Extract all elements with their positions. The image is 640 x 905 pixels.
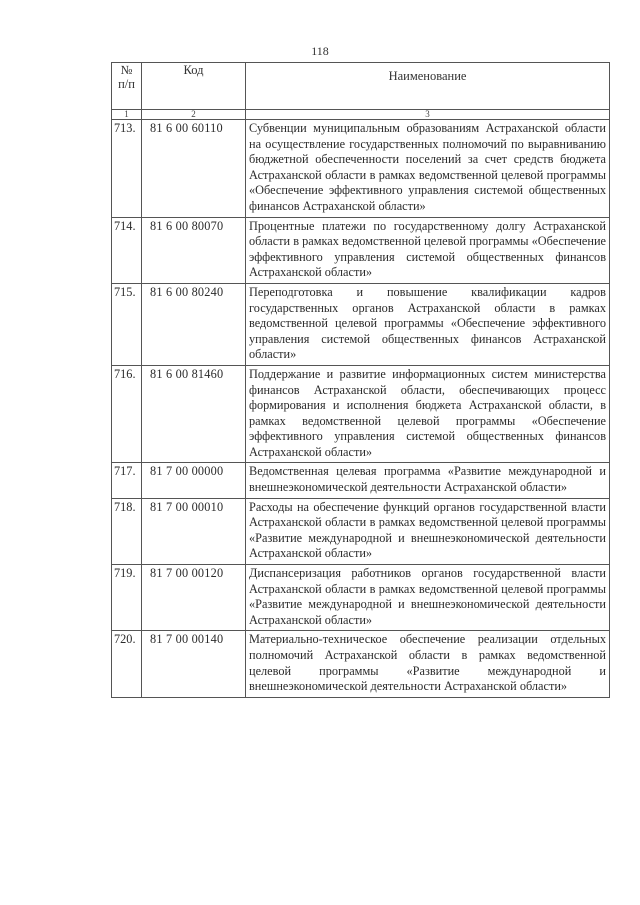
row-number: 715. xyxy=(112,283,142,365)
page-number: 118 xyxy=(311,44,329,58)
table-row xyxy=(112,463,610,498)
document-sheet xyxy=(111,62,609,698)
row-name: Материально-техническое обеспечение реализации отдельных полномочий Астраханской области в рамках ведомственной целевой программы «Развитие международной и внешнеэкономической деятельности Астраханской области» xyxy=(246,631,610,697)
header-code-label: Код xyxy=(183,63,204,77)
table-row xyxy=(112,498,610,564)
header-name xyxy=(246,63,610,110)
table-row xyxy=(112,365,610,463)
row-name: Ведомственная целевая программа «Развитие международной и внешнеэкономической деятельности Астраханской области» xyxy=(246,463,610,498)
row-name: Субвенции муниципальным образованиям Астраханской области на осуществление государственных полномочий по выравниванию бюджетной обеспеченности поселений за счет средств бюджета Астраханской области в рамках ведомственной целевой программы «Обеспечение эффективного управления системой общественных финансов Астраханской области» xyxy=(246,120,610,218)
row-number: 714. xyxy=(112,217,142,283)
row-name: Расходы на обеспечение функций органов государственной власти Астраханской области в рамках ведомственной целевой программы «Развитие международной и внешнеэкономической деятельности Астраханской области» xyxy=(246,498,610,564)
table-row xyxy=(112,565,610,631)
row-number: 716. xyxy=(112,365,142,463)
column-index: 2 xyxy=(142,110,246,120)
row-name: Процентные платежи по государственному долгу Астраханской области в рамках ведомственной целевой программы «Обеспечение эффективного управления системой общественных финансов Астраханской области» xyxy=(246,217,610,283)
row-number: 720. xyxy=(112,631,142,697)
column-index: 3 xyxy=(246,110,610,120)
budget-codes-table xyxy=(111,62,610,698)
column-index: 1 xyxy=(112,110,142,120)
row-number: 713. xyxy=(112,120,142,218)
header-number xyxy=(112,63,142,110)
row-number: 717. xyxy=(112,463,142,498)
row-number: 718. xyxy=(112,498,142,564)
row-code: 81 7 00 00000 xyxy=(142,463,246,498)
row-code: 81 7 00 00140 xyxy=(142,631,246,697)
row-number: 719. xyxy=(112,565,142,631)
table-row xyxy=(112,120,610,218)
table-header-row xyxy=(112,63,610,110)
row-name: Диспансеризация работников органов государственной власти Астраханской области в рамках ведомственной целевой программы «Развитие международной и внешнеэкономической деятельности Астраханской области» xyxy=(246,565,610,631)
table-row xyxy=(112,217,610,283)
header-code xyxy=(142,63,246,110)
row-code: 81 6 00 80240 xyxy=(142,283,246,365)
table-row xyxy=(112,631,610,697)
column-index-row xyxy=(112,110,610,120)
row-name: Переподготовка и повышение квалификации кадров государственных органов Астраханской области в рамках ведомственной целевой программы «Обеспечение эффективного управления системой общественных финансов Астраханской области» xyxy=(246,283,610,365)
row-code: 81 7 00 00010 xyxy=(142,498,246,564)
row-code: 81 7 00 00120 xyxy=(142,565,246,631)
row-code: 81 6 00 81460 xyxy=(142,365,246,463)
header-number-label: № п/п xyxy=(118,63,135,91)
table-row xyxy=(112,283,610,365)
row-code: 81 6 00 60110 xyxy=(142,120,246,218)
row-code: 81 6 00 80070 xyxy=(142,217,246,283)
header-name-label: Наименование xyxy=(388,69,467,83)
row-name: Поддержание и развитие информационных систем министерства финансов Астраханской области, обеспечивающих процесс формирования и исполнения бюджета Астраханской области, в рамках ведомственной целевой программы «Обеспечение эффективного управления системой общественных финансов Астраханской области» xyxy=(246,365,610,463)
